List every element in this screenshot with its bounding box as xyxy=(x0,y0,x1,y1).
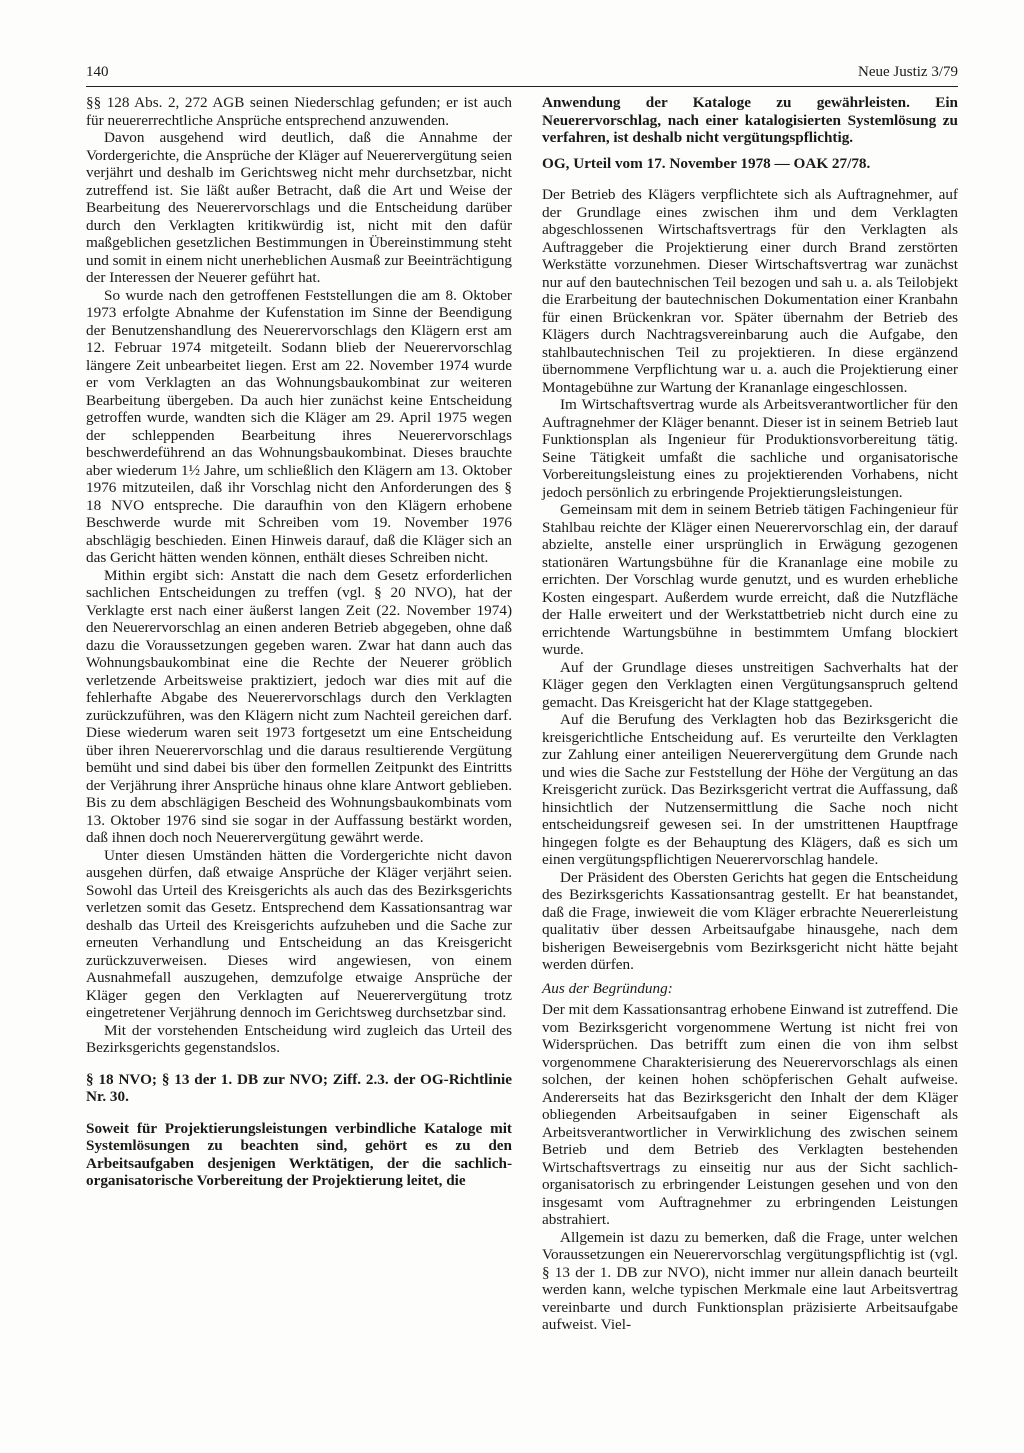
paragraph: Der Präsident des Obersten Gerichts hat gegen die Entscheidung des Bezirksgerichts Kassationsantrag gestellt. Er hat beanstandet, daß die Frage, inwieweit die vom Kläger erbrachte Neuererleistung qualitativ über dessen Arbeitsaufgabe hinausgehe, nach dem bisherigen Beweisergebnis vom Bezirksgericht nicht hätte bejaht werden dürfen. xyxy=(542,868,958,973)
paragraph: Mit der vorstehenden Entscheidung wird zugleich das Urteil des Bezirksgerichts gegenstandslos. xyxy=(86,1021,512,1056)
paragraph: Der mit dem Kassationsantrag erhobene Einwand ist zutreffend. Die vom Bezirksgericht vorgenommene Wertung ist nicht frei von Widersprüchen. Das betrifft zum einen die von ihm selbst vorgenommene Charakterisierung des Neuerervorschlags als einen solchen, der keinen hohen schöpferischen Gehalt aufweise. Andererseits hat das Bezirksgericht den Inhalt der dem Kläger obliegenden Arbeitsaufgaben in seiner Eigenschaft als Arbeitsverantwortlicher in Verwirklichung des zwischen seinem Betrieb und dem Betrieb des Verklagten bestehenden Wirtschaftsvertrags zu einseitig nur aus der Sicht sachlich-organisatorisch zu erbringender Leistungen gesehen und von den insgesamt vom Auftragnehmer zu erbringenden Leistungen abstrahiert. xyxy=(542,1001,958,1228)
page-header xyxy=(86,64,958,87)
paragraph: Im Wirtschaftsvertrag wurde als Arbeitsverantwortlicher für den Auftragnehmer der Kläger benannt. Dieser ist in seinem Betrieb laut Funktionsplan als Ingenieur für Produktionsvorbereitung tätig. Seine Tätigkeit umfaßt die sachliche und organisatorische Vorbereitungsleistung eines zu projektierenden Vorhabens, nicht jedoch persönlich zu erbringende Projektierungsleistungen. xyxy=(542,396,958,501)
headnote-continued: Anwendung der Kataloge zu gewährleisten. Ein Neuerervorschlag, nach einer katalogisierten Systemlösung zu verfahren, ist deshalb nicht vergütungspflichtig. xyxy=(542,94,958,146)
paragraph: Auf der Grundlage dieses unstreitigen Sachverhalts hat der Kläger gegen den Verklagten einen Vergütungsanspruch geltend gemacht. Das Kreisgericht hat der Klage stattgegeben. xyxy=(542,658,958,711)
statute-heading: § 18 NVO; § 13 der 1. DB zur NVO; Ziff. 2.3. der OG-Richtlinie Nr. 30. xyxy=(86,1070,512,1105)
left-column xyxy=(86,94,512,1190)
headnote: Soweit für Projektierungsleistungen verbindliche Kataloge mit Systemlösungen zu beachten sind, gehört es zu den Arbeitsaufgaben desjenigen Werktätigen, der die sachlich-organisatorische Vorbereitung der Projektierung leitet, die xyxy=(86,1119,512,1189)
paragraph: Mithin ergibt sich: Anstatt die nach dem Gesetz erforderlichen sachlichen Entscheidungen zu treffen (vgl. § 20 NVO), hat der Verklagte erst nach einer äußerst langen Zeit (22. November 1974) den Neuerervorschlag an einen anderen Betrieb abgegeben, ohne daß dazu die Voraussetzungen gegeben waren. Zwar hat dann auch das Wohnungsbaukombinat eine die Rechte der Neuerer gröblich verletzende Arbeitsweise praktiziert, jedoch war dies mit auf die fehlerhafte Abgabe des Neuerervorschlags durch den Verklagten zurückzuführen, was den Klägern nicht zum Nachteil gereichen darf. Diese wiederum waren seit 1973 fortgesetzt um eine Entscheidung über ihren Neuerervorschlag und die daraus resultierende Vergütung bemüht und sind dabei bis über den formellen Zeitpunkt des Eintritts der Verjährung ihrer Ansprüche hinaus ohne klare Antwort geblieben. Bis zu dem abschlägigen Bescheid des Wohnungsbaukombinats vom 13. Oktober 1976 sind sie sogar in der Auffassung bestärkt worden, daß ihnen doch noch Neuerervergütung gewährt werde. xyxy=(86,566,512,846)
paragraph: Unter diesen Umständen hätten die Vordergerichte nicht davon ausgehen dürfen, daß etwaige Ansprüche der Kläger verjährt seien. Sowohl das Urteil des Kreisgerichts als auch das des Bezirksgerichts verletzen somit das Gesetz. Entsprechend dem Kassationsantrag war deshalb das Urteil des Kreisgerichts aufzuheben und die Sache zur erneuten Verhandlung und Entscheidung an das Kreisgericht zurückzuverweisen. Dieses wird angewiesen, von einem Ausnahmefall auszugehen, demzufolge etwaige Ansprüche der Kläger gegen den Verklagten auf Neuerervergütung trotz eingetretener Verjährung dennoch im Gerichtsweg durchsetzbar sind. xyxy=(86,846,512,1021)
page-number: 140 xyxy=(86,64,109,80)
journal-title: Neue Justiz 3/79 xyxy=(858,64,958,80)
case-citation: OG, Urteil vom 17. November 1978 — OAK 27/78. xyxy=(542,154,871,172)
paragraph: Allgemein ist dazu zu bemerken, daß die Frage, unter welchen Voraussetzungen ein Neuerervorschlag vergütungspflichtig ist (vgl. § 13 der 1. DB zur NVO), nicht immer nur allein danach beurteilt werden kann, welche typischen Merkmale eine laut Arbeitsvertrag vereinbarte und durch Funktionsplan präzisierte Arbeitsaufgabe aufweist. Viel- xyxy=(542,1228,958,1333)
paragraph: So wurde nach den getroffenen Feststellungen die am 8. Oktober 1973 erfolgte Abnahme der Kufenstation im Sinne der Beendigung der Benutzenshandlung des Neuerervorschlags den Klägern erst am 12. Februar 1974 mitgeteilt. Sodann blieb der Neuerervorschlag längere Zeit unbearbeitet liegen. Erst am 22. November 1974 wurde er vom Verklagten an das Wohnungsbaukombinat zur weiteren Bearbeitung übergeben. Da auch hier zunächst keine Entscheidung getroffen wurde, wandten sich die Kläger am 29. April 1975 wegen der schleppenden Bearbeitung ihres Neuerervorschlags beschwerdeführend an das Wohnungsbaukombinat. Dieses brauchte aber wiederum 1½ Jahre, um schließlich den Klägern am 13. Oktober 1976 mitzuteilen, daß ihr Vorschlag nicht den Anforderungen des § 18 NVO entspreche. Die daraufhin von den Klägern erhobene Beschwerde wurde mit Schreiben vom 19. November 1976 abschlägig beschieden. Einen Hinweis darauf, daß die Kläger sich an das Gericht hätten wenden können, enthält dieses Schreiben nicht. xyxy=(86,286,512,566)
paragraph: Auf die Berufung des Verklagten hob das Bezirksgericht die kreisgerichtliche Entscheidung auf. Es verurteilte den Verklagten zur Zahlung einer anteiligen Neuerervergütung dem Grunde nach und wies die Sache zur Feststellung der Höhe der Vergütung an das Kreisgericht zurück. Das Bezirksgericht vertrat die Auffassung, daß hinsichtlich der Nutzensermittlung die Sache noch nicht entscheidungsreif gewesen sei. In der umstrittenen Hauptfrage hingegen folgte es der Behauptung des Klägers, daß es sich um einen vergütungspflichtigen Neuerervorschlag handele. xyxy=(542,711,958,868)
paragraph: §§ 128 Abs. 2, 272 AGB seinen Niederschlag gefunden; er ist auch für neuererrechtliche Ansprüche entsprechend anzuwenden. xyxy=(86,94,512,129)
paragraph: Der Betrieb des Klägers verpflichtete sich als Auftragnehmer, auf der Grundlage eines zwischen ihm und dem Verklagten abgeschlossenen Wirtschaftsvertrags für den Verklagten als Auftraggeber die Projektierung einer durch Brand zerstörten Werkstätte vorzunehmen. Dieser Wirtschaftsvertrag war zunächst nur auf den bautechnischen Teil bezogen und sah u. a. als Teilobjekt die Erarbeitung der bautechnischen Dokumentation einer Kranbahn für einen Brückenkran vor. Später übernahm der Betrieb des Klägers durch Nachtragsvereinbarung auch die Aufgabe, den stahlbautechnischen Teil zu projektieren. In diese ergänzend übernommene Verpflichtung war u. a. auch die Projektierung einer Montagebühne zur Wartung der Krananlage eingeschlossen. xyxy=(542,186,958,396)
right-column xyxy=(542,94,958,1334)
section-subheading: Aus der Begründung: xyxy=(542,979,673,997)
paragraph: Gemeinsam mit dem in seinem Betrieb tätigen Fachingenieur für Stahlbau reichte der Kläger einen Neuerervorschlag ein, der darauf abzielte, anstelle einer ursprünglich in Erwägung gezogenen stationären Wartungsbühne für die Krananlage eine mobile zu errichten. Der Vorschlag wurde genutzt, und es wurden erhebliche Kosten eingespart. Außerdem wurde erreicht, daß die Nutzfläche der Halle erweitert und der Werkstattbetrieb nicht durch eine zu errichtende Wartungsbühne in bestimmtem Umfang blockiert wurde. xyxy=(542,501,958,658)
paragraph: Davon ausgehend wird deutlich, daß die Annahme der Vordergerichte, die Ansprüche der Kläger auf Neuerervergütung seien verjährt und deshalb im Gerichtsweg nicht mehr durchsetzbar, nicht zutreffend ist. Sie läßt außer Betracht, daß die Art und Weise der Bearbeitung des Neuerervorschlags und die Entscheidung darüber durch den Verklagten kritikwürdig ist, nicht mit den dafür maßgeblichen gesetzlichen Bestimmungen in Übereinstimmung steht und somit in einem nicht unerheblichen Ausmaß zur Beeinträchtigung der Interessen der Neuerer geführt hat. xyxy=(86,129,512,286)
